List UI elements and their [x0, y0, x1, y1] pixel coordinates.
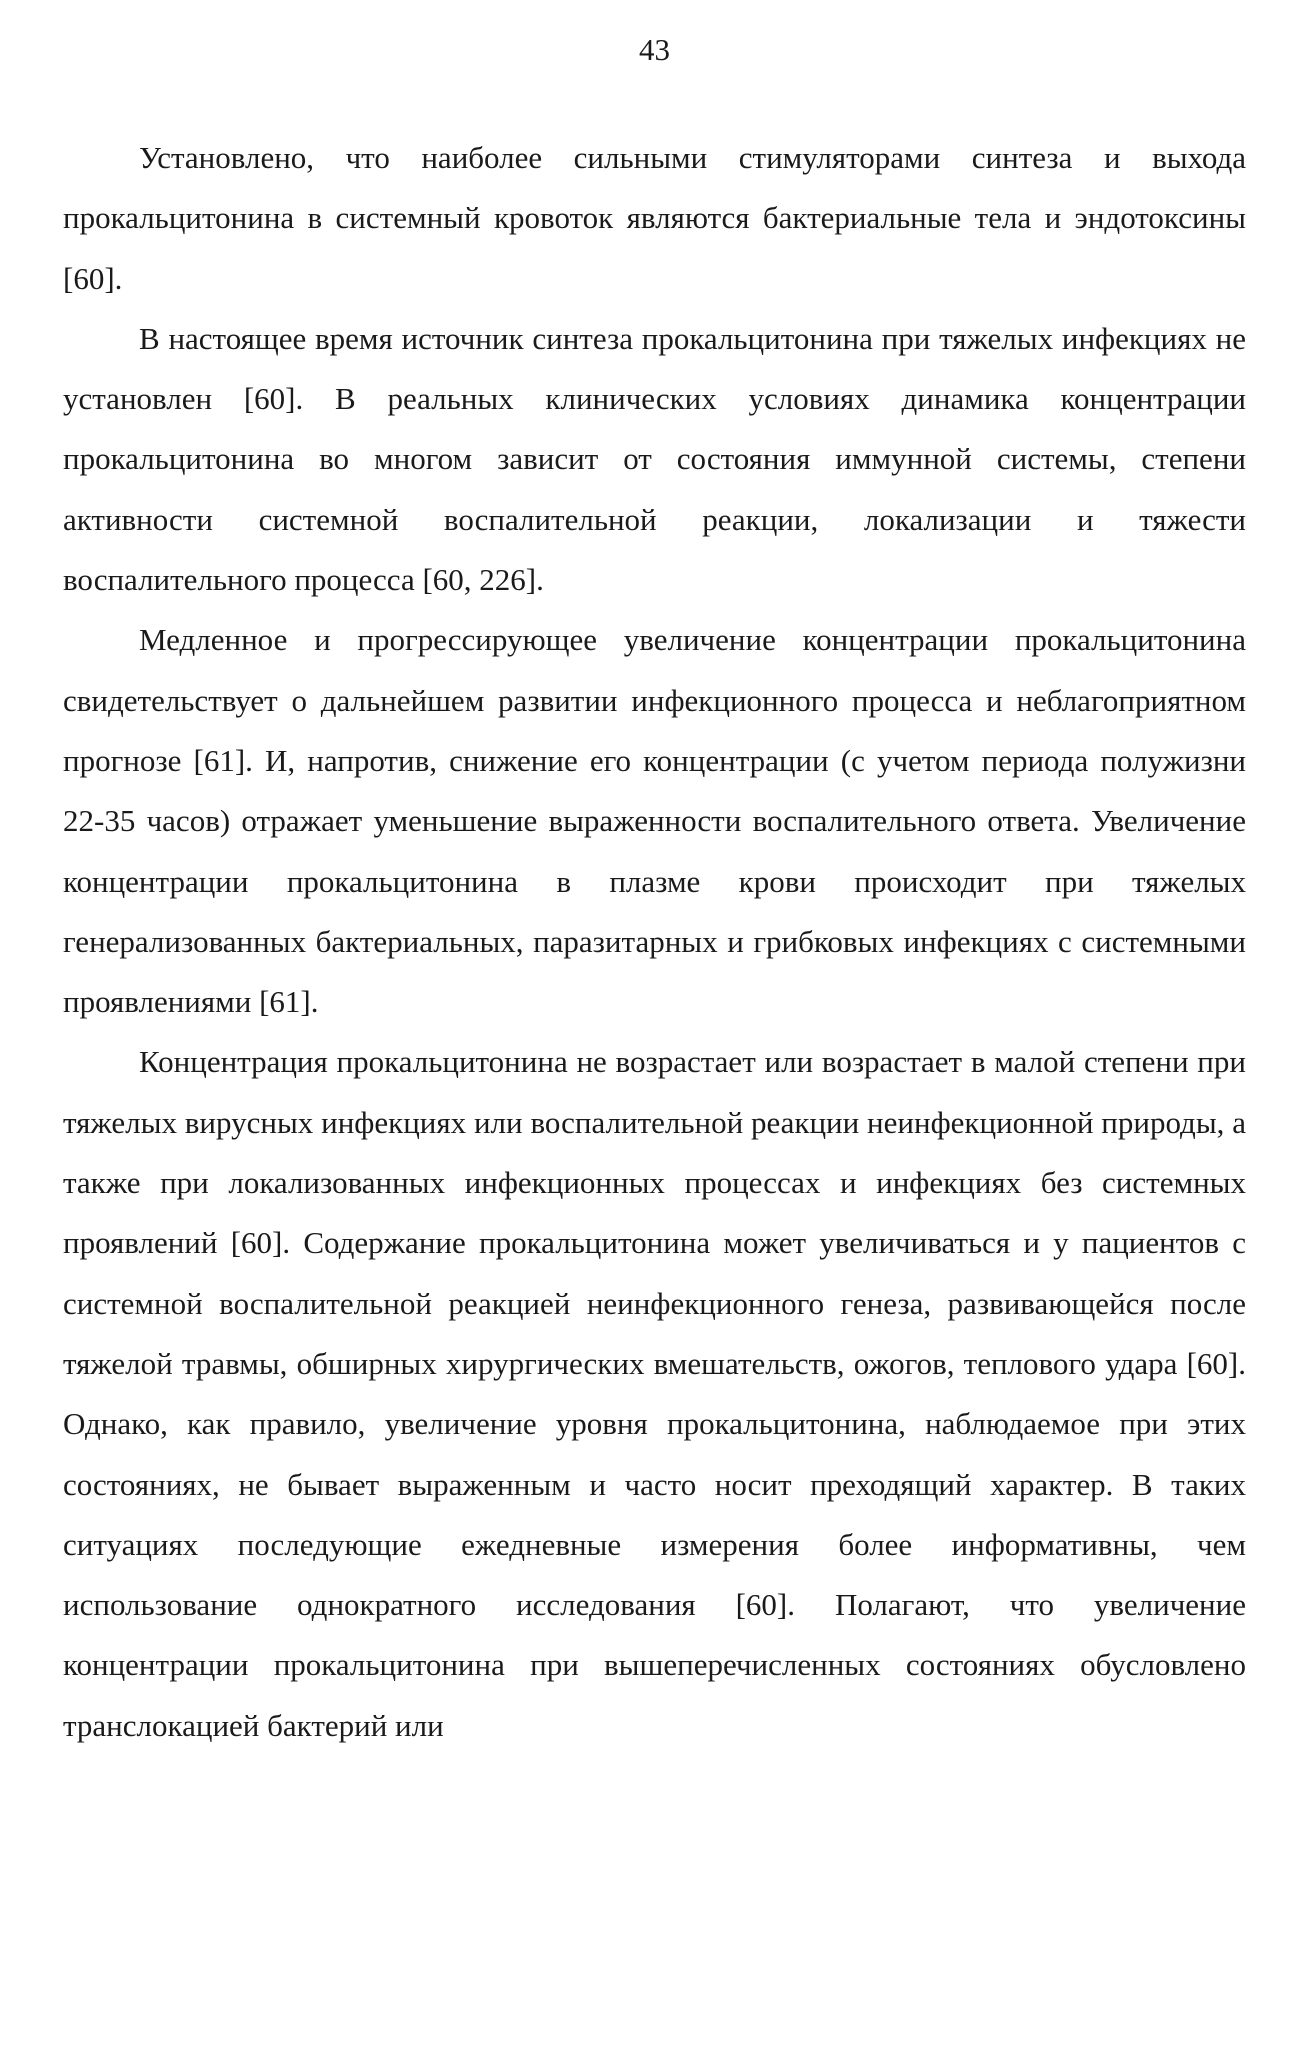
paragraph-3: Медленное и прогрессирующее увеличение концентрации прокальцитонина свидетельствует о дальнейшем развитии инфекционного процесса и неблагоприятном прогнозе [61]. И, напротив, снижение его концентрации (с учетом периода полужизни 22-35 часов) отражает уменьшение выраженности воспалительного ответа. Увеличение концентрации прокальцитонина в плазме крови происходит при тяжелых генерализованных бактериальных, паразитарных и грибковых инфекциях с системными проявлениями [61]. — [63, 622, 1246, 1020]
body-text — [63, 128, 1246, 1756]
page-number: 43 — [639, 32, 670, 67]
paragraph-2: В настоящее время источник синтеза прокальцитонина при тяжелых инфекциях не установлен [60]. В реальных клинических условиях динамика концентрации прокальцитонина во многом зависит от состояния иммунной системы, степени активности системной воспалительной реакции, локализации и тяжести воспалительного процесса [60, 226]. — [63, 320, 1246, 598]
paragraph-1: Установлено, что наиболее сильными стимуляторами синтеза и выхода прокальцитонина в системный кровоток являются бактериальные тела и эндотоксины [60]. — [63, 140, 1246, 296]
paragraph-4: Концентрация прокальцитонина не возрастает или возрастает в малой степени при тяжелых вирусных инфекциях или воспалительной реакции неинфекционной природы, а также при локализованных инфекционных процессах и инфекциях без системных проявлений [60]. Содержание прокальцитонина может увеличиваться и у пациентов с системной воспалительной реакцией неинфекционного генеза, развивающейся после тяжелой травмы, обширных хирургических вмешательств, ожогов, теплового удара [60]. Однако, как правило, увеличение уровня прокальцитонина, наблюдаемое при этих состояниях, не бывает выраженным и часто носит преходящий характер. В таких ситуациях последующие ежедневные измерения более информативны, чем использование однократного исследования [60]. Полагают, что увеличение концентрации прокальцитонина при вышеперечисленных состояниях обусловлено транслокацией бактерий или — [63, 1044, 1246, 1743]
